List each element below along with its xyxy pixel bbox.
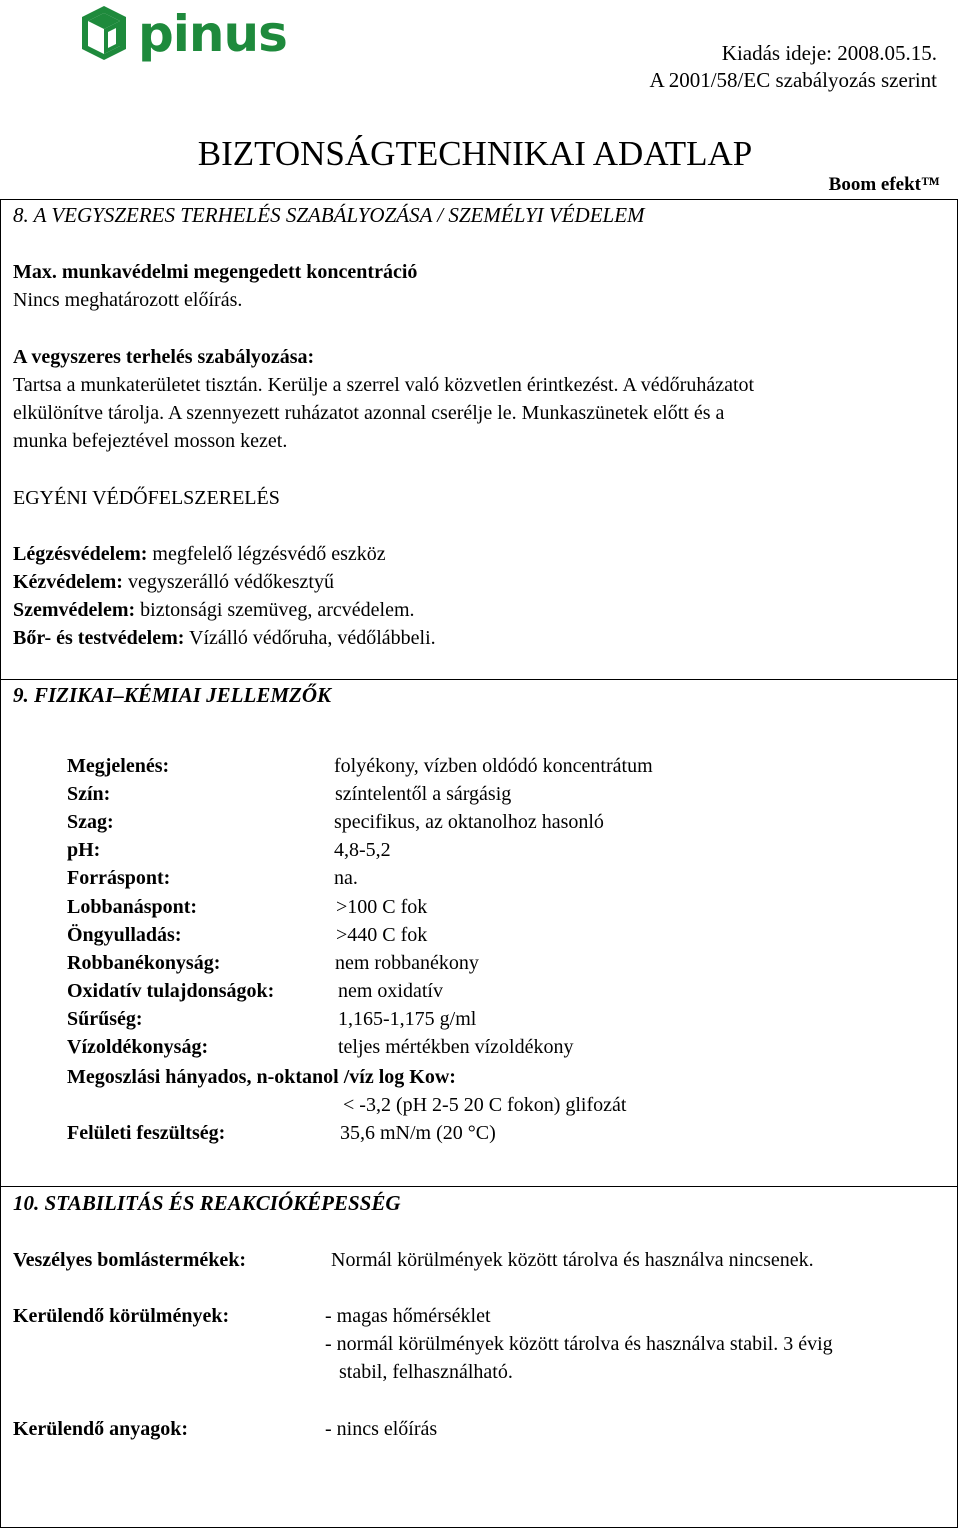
ppe-eye-label: Szemvédelem: <box>13 599 136 621</box>
regulation-note: A 2001/58/EC szabályozás szerint <box>649 68 937 92</box>
ppe-eye-value: biztonsági szemüveg, arcvédelem. <box>135 599 415 621</box>
avoid-conditions-item-1: - magas hőmérséklet <box>325 1305 491 1327</box>
property-label: Oxidatív tulajdonságok: <box>67 979 275 1002</box>
property-label: Szín: <box>67 783 111 806</box>
avoid-materials-label: Kerülendő anyagok: <box>13 1418 189 1440</box>
ppe-skin-label: Bőr- és testvédelem: <box>13 627 185 649</box>
ppe-respiratory-value: megfelelő légzésvédő eszköz <box>147 543 386 565</box>
avoid-conditions-label: Kerülendő körülmények: <box>13 1305 230 1327</box>
property-label: Sűrűség: <box>67 1007 143 1030</box>
exposure-control-label: A vegyszeres terhelés szabályozása: <box>13 346 315 368</box>
property-value: specifikus, az oktanolhoz hasonló <box>334 811 604 834</box>
property-label: Robbanékonyság: <box>67 951 221 974</box>
ppe-eye <box>13 596 415 624</box>
section-8-title: 8. A VEGYSZERES TERHELÉS SZABÁLYOZÁSA / SZEMÉLYI VÉDELEM <box>13 203 645 227</box>
property-label: pH: <box>67 839 101 862</box>
max-concentration-label: Max. munkavédelmi megengedett koncentráció <box>13 261 418 283</box>
property-value: színtelentől a sárgásig <box>335 783 512 806</box>
property-label: Lobbanáspont: <box>67 895 198 918</box>
property-value: nem oxidatív <box>338 979 443 1002</box>
surface-tension-label: Felületi feszültség: <box>67 1122 226 1144</box>
avoid-conditions-item-2-cont: stabil, felhasználható. <box>339 1361 513 1383</box>
exposure-control-line-2: elkülönítve tárolja. A szennyezett ruházatot azonnal cserélje le. Munkaszünetek előtt és a <box>13 402 725 424</box>
logo-wordmark: pinus <box>138 5 287 63</box>
section-8 <box>0 199 958 680</box>
property-value: teljes mértékben vízoldékony <box>338 1036 574 1058</box>
exposure-control-line-3: munka befejeztével mosson kezet. <box>13 430 288 452</box>
surface-tension-value: 35,6 mN/m (20 °C) <box>340 1122 496 1144</box>
property-label: Vízoldékonyság: <box>67 1036 209 1058</box>
section-9-title: 9. FIZIKAI–KÉMIAI JELLEMZŐK <box>13 683 331 707</box>
property-value: na. <box>334 867 358 890</box>
ppe-hand-value: vegyszerálló védőkesztyű <box>122 571 334 593</box>
section-9 <box>0 679 958 1187</box>
issue-date: Kiadás ideje: 2008.05.15. <box>721 41 937 65</box>
property-value: >100 C fok <box>336 895 428 918</box>
property-label: Szag: <box>67 811 114 834</box>
decomposition-value: Normál körülmények között tárolva és használva nincsenek. <box>331 1249 814 1271</box>
document-title: BIZTONSÁGTECHNIKAI ADATLAP <box>197 134 753 173</box>
ppe-respiratory-label: Légzésvédelem: <box>13 543 148 565</box>
max-concentration-value: Nincs meghatározott előírás. <box>13 289 243 311</box>
property-value: 4,8-5,2 <box>334 839 391 862</box>
product-name: Boom efekt™ <box>828 174 940 195</box>
property-value: 1,165-1,175 g/ml <box>338 1007 477 1030</box>
avoid-materials-value: - nincs előírás <box>325 1418 438 1440</box>
decomposition-label: Veszélyes bomlástermékek: <box>13 1249 247 1271</box>
property-value: folyékony, vízben oldódó koncentrátum <box>334 755 653 777</box>
ppe-hand <box>13 568 334 596</box>
property-label: Forráspont: <box>67 867 171 890</box>
ppe-hand-label: Kézvédelem: <box>13 571 123 593</box>
pinus-logo <box>80 4 287 66</box>
ppe-skin-value: Vízálló védőruha, védőlábbeli. <box>184 627 436 649</box>
kow-value: < -3,2 (pH 2-5 20 C fokon) glifozát <box>343 1094 627 1116</box>
section-10-title: 10. STABILITÁS ÉS REAKCIÓKÉPESSÉG <box>13 1191 401 1215</box>
ppe-skin <box>13 624 436 652</box>
property-value: >440 C fok <box>336 923 428 946</box>
ppe-respiratory <box>13 540 386 568</box>
property-value: nem robbanékony <box>335 951 479 974</box>
exposure-control-line-1: Tartsa a munkaterületet tisztán. Kerülje a szerrel való közvetlen érintkezést. A védőruházatot <box>13 374 755 396</box>
property-label: Megjelenés: <box>67 755 170 777</box>
ppe-heading: EGYÉNI VÉDŐFELSZERELÉS <box>13 487 280 509</box>
kow-label: Megoszlási hányados, n-oktanol /víz log Kow: <box>67 1066 456 1088</box>
avoid-conditions-item-2: - normál körülmények között tárolva és használva stabil. 3 évig <box>325 1333 833 1355</box>
property-label: Öngyulladás: <box>67 923 182 946</box>
section-10 <box>0 1186 958 1528</box>
